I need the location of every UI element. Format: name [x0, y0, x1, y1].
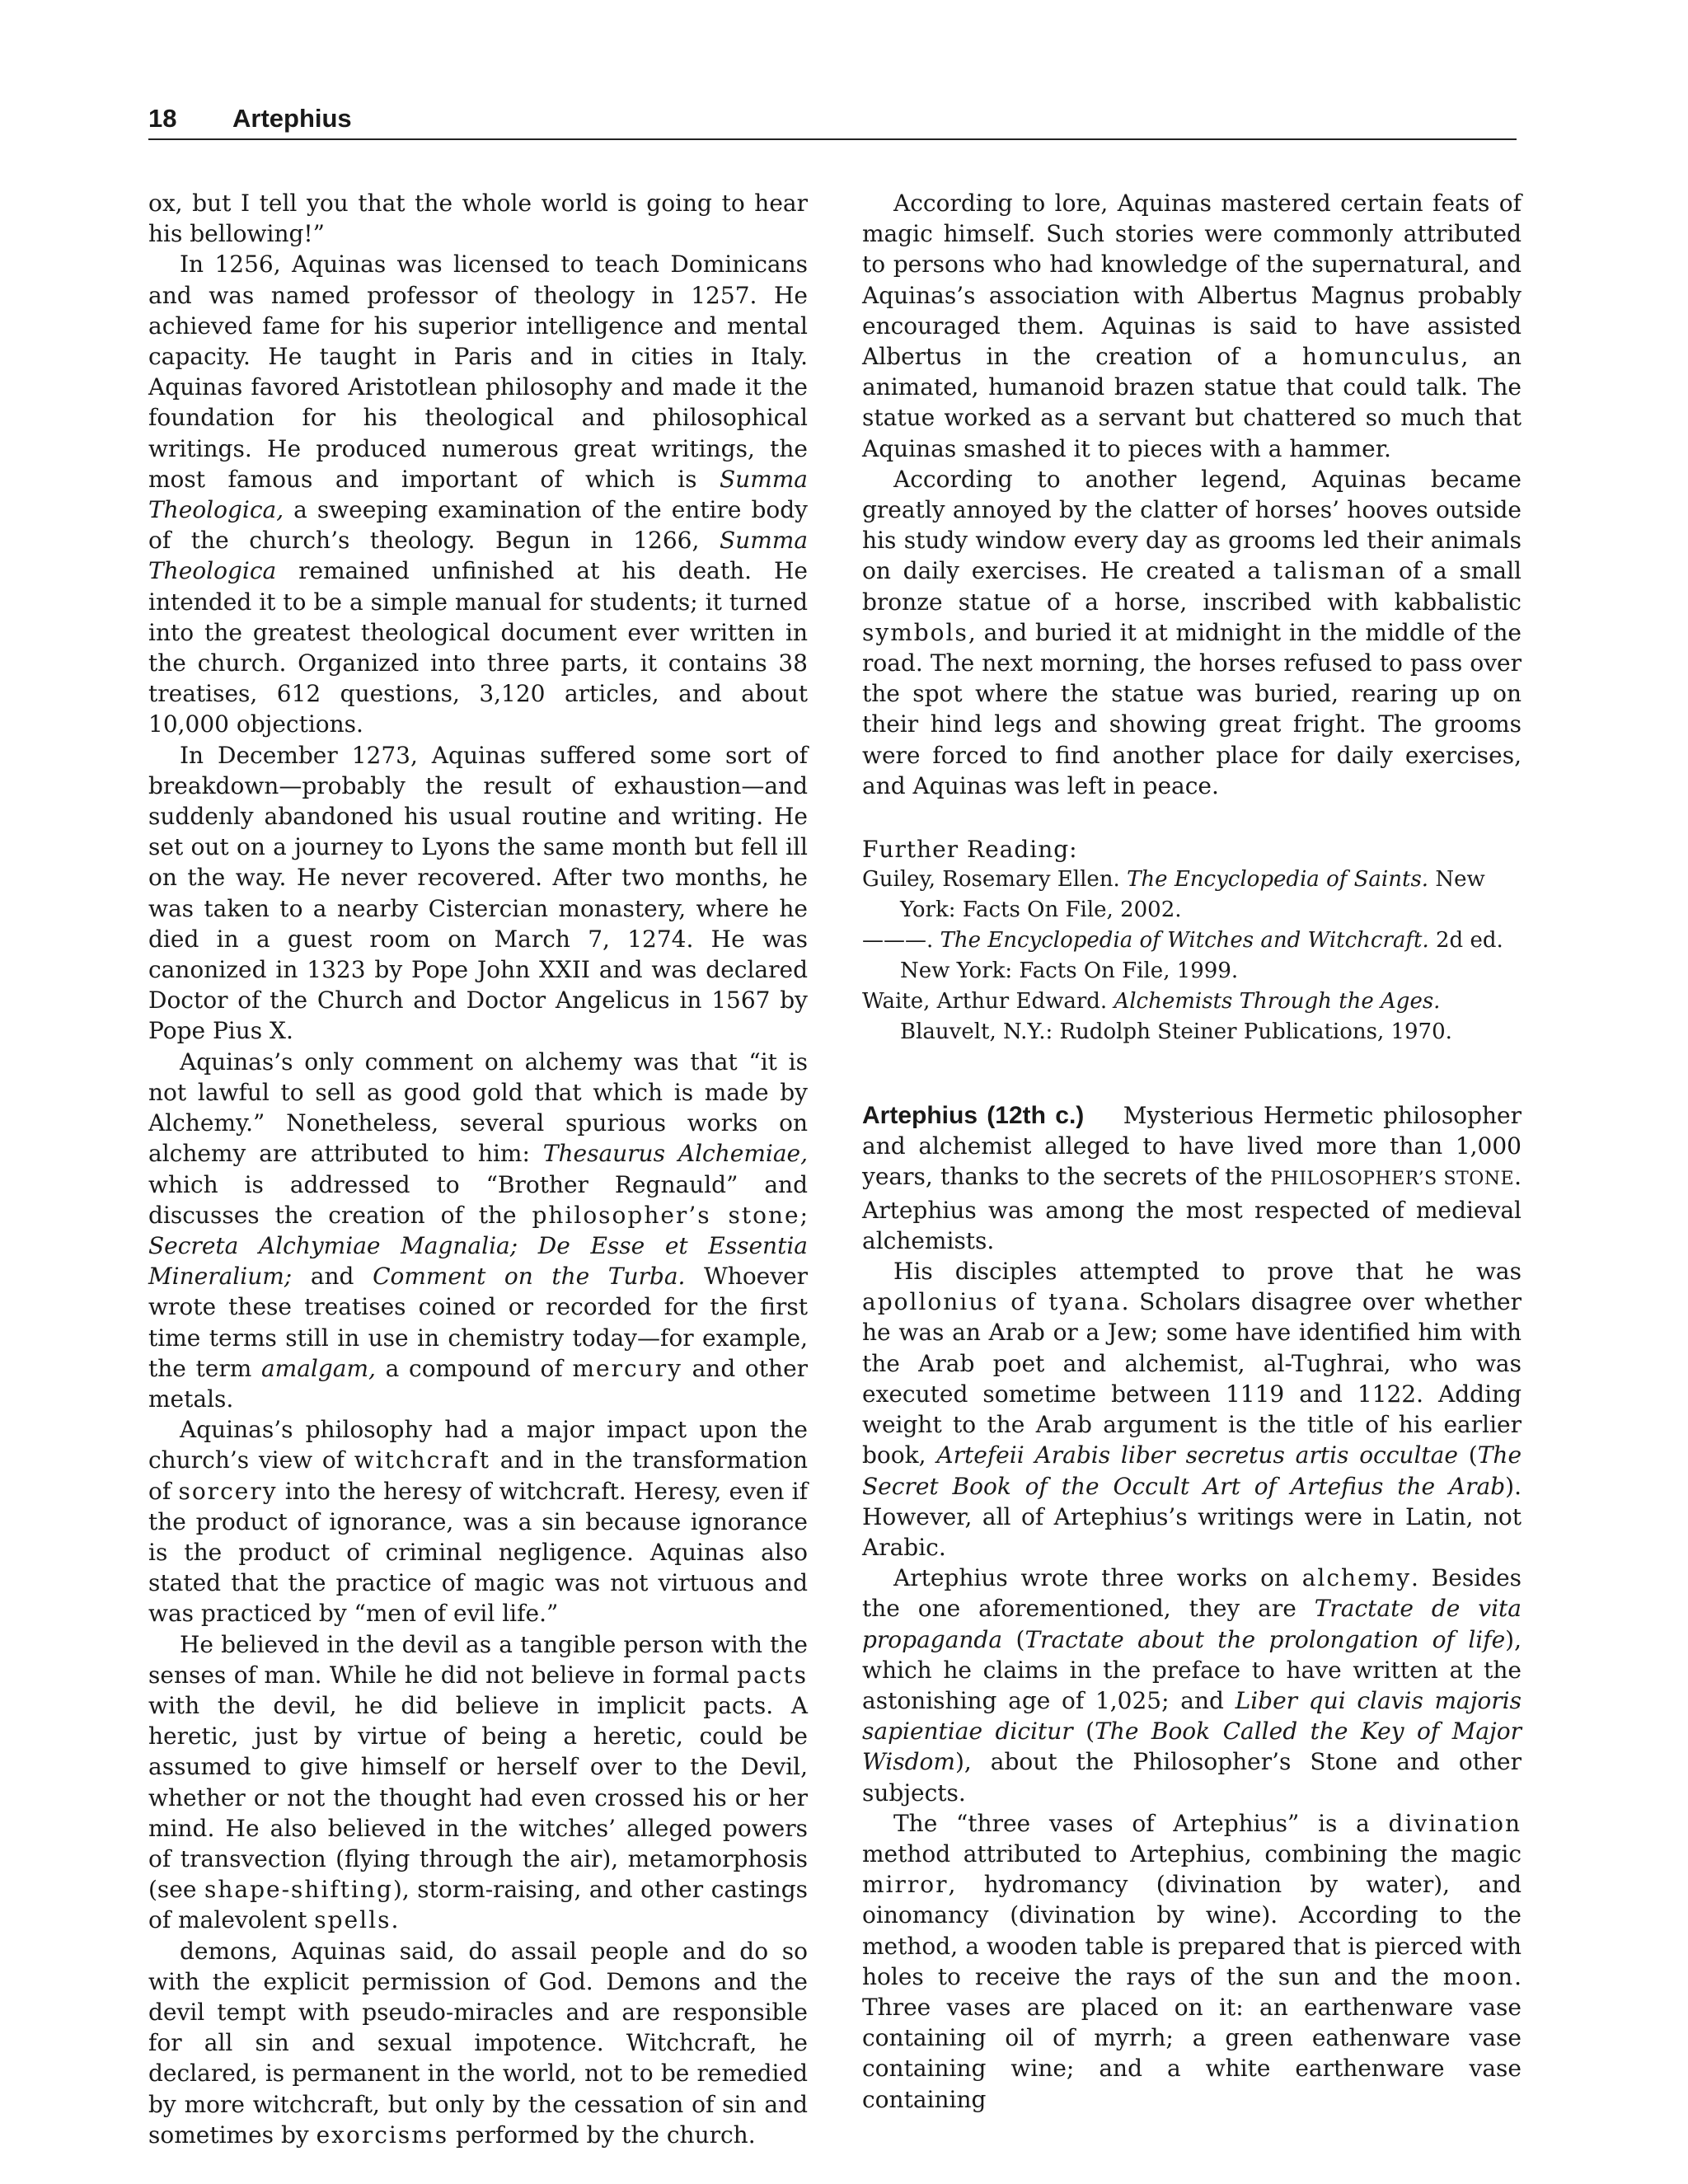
cross-reference-link[interactable]: divination — [1388, 1809, 1522, 1837]
further-reading-heading: Further Reading: — [862, 836, 1078, 864]
cross-reference-link[interactable]: philosopher’s stone — [532, 1201, 800, 1229]
cross-reference-link[interactable]: alchemy — [1301, 1564, 1412, 1592]
right-column — [862, 188, 1522, 2115]
cross-reference-link[interactable]: PHILOSOPHER’S STONE — [1270, 1169, 1515, 1190]
paragraph: The “three vases of Artephius” is a divination method attributed to Artephius, combining the magic mirror, hydromancy (divination by water), and oinomancy (divination by wine). According to the method, a wooden table is prepared that is pierced with holes to receive the rays of the sun and the moon. Three vases are placed on it: an earthenware vase containing oil of myrrh; a green eathenware vase containing wine; and a white earthenware vase containing — [862, 1809, 1522, 2113]
page-number: 18 — [148, 104, 177, 133]
cross-reference-link[interactable]: homunculus — [1301, 343, 1461, 371]
section-gap — [862, 1047, 1522, 1100]
left-column — [148, 188, 808, 2150]
reference-item: Guiley, Rosemary Ellen. The Encyclopedia of Saints. New York: Facts On File, 2002. — [862, 867, 1485, 923]
cross-reference-link[interactable]: apollonius of tyana — [862, 1288, 1122, 1316]
paragraph: Artephius wrote three works on alchemy. Besides the one aforementioned, they are Tractate de vita propaganda (Tractate about the prolongation of life), which he claims in the preface to have written at the astonishing age of 1,025; and Liber qui clavis majoris sapientiae dicitur (The Book Called the Key of Major Wisdom), about the Philosopher’s Stone and other subjects. — [862, 1564, 1522, 1807]
paragraph: demons, Aquinas said, do assail people and do so with the explicit permission of God. Demons and the devil tempt with pseudo-miracles and are responsible for all sin and sexual impotence. Witchcraft, he declared, is permanent in the world, not to be remedied by more witchcraft, but only by the cessation of sin and sometimes by exorcisms performed by the church. — [148, 1937, 808, 2149]
entry-heading: Artephius (12th c.) — [862, 1102, 1085, 1130]
paragraph: ox, but I tell you that the whole world is going to hear his bellowing!” — [148, 190, 808, 248]
paragraph: According to another legend, Aquinas became greatly annoyed by the clatter of horses’ hooves outside his study window every day as grooms led their animals on daily exercises. He created a talisman of a small bronze statue of a horse, inscribed with kabbalistic symbols, and buried it at midnight in the middle of the road. The next morning, the horses refused to pass over the spot where the statue was buried, rearing up on their hind legs and showing great fright. The grooms were forced to find another place for daily exercises, and Aquinas was left in peace. — [862, 465, 1522, 799]
page-header — [148, 99, 1517, 140]
cross-reference-link[interactable]: exorcisms — [316, 2121, 449, 2149]
cross-reference-link[interactable]: pacts — [737, 1661, 809, 1689]
entry-paragraph: Artephius (12th c.) Mysterious Hermetic philosopher and alchemist alleged to have lived more than 1,000 years, thanks to the secrets of the PHILOSOPHER’S STONE. Artephius was among the most respected of medieval alchemists. — [862, 1102, 1522, 1254]
cross-reference-link[interactable]: shape-shifting — [204, 1876, 393, 1904]
cross-reference-link[interactable]: witchcraft — [354, 1446, 491, 1474]
cross-reference-link[interactable]: demons — [180, 1937, 271, 1965]
reference-item: ———. The Encyclopedia of Witches and Witchcraft. 2d ed. New York: Facts On File, 1999. — [862, 928, 1503, 984]
cross-reference-link[interactable]: mirror — [862, 1871, 949, 1899]
cross-reference-link[interactable]: moon — [1442, 1962, 1515, 1990]
running-title: Artephius — [232, 104, 352, 133]
cross-reference-link[interactable]: mercury — [572, 1354, 682, 1382]
paragraph: According to lore, Aquinas mastered certain feats of magic himself. Such stories were commonly attributed to persons who had knowledge of the supernatural, and Aquinas’s association with Albertus Magnus probably encouraged them. Aquinas is said to have assisted Albertus in the creation of a homunculus, an animated, humanoid brazen statue that could talk. The statue worked as a servant but chattered so much that Aquinas smashed it to pieces with a hammer. — [862, 190, 1522, 462]
cross-reference-link[interactable]: sorcery — [178, 1477, 278, 1505]
paragraph: In 1256, Aquinas was licensed to teach Dominicans and was named professor of theology in 1257. He achieved fame for his superior intelligence and mental capacity. He taught in Paris and in cities in Italy. Aquinas favored Aristotlean philosophy and made it the foundation for his theological and philosophical writings. He produced numerous great writings, the most famous and important of which is Summa Theologica, a sweeping examination of the entire body of the church’s theology. Begun in 1266, Summa Theologica remained unfinished at his death. He intended it to be a simple manual for students; it turned into the greatest theological document ever written in the church. Organized into three parts, it contains 38 treatises, 612 questions, 3,120 articles, and about 10,000 objections. — [148, 251, 809, 738]
paragraph: Aquinas’s only comment on alchemy was that “it is not lawful to sell as good gold that which is made by Alchemy.” Nonetheless, several spurious works on alchemy are attributed to him: Thesaurus Alchemiae, which is addressed to “Brother Regnauld” and discusses the creation of the philosopher’s stone; Secreta Alchymiae Magnalia; De Esse et Essentia Mineralium; and Comment on the Turba. Whoever wrote these treatises coined or recorded for the first time terms still in use in chemistry today—for example, the term amalgam, a compound of mercury and other metals. — [148, 1047, 809, 1413]
paragraph: He believed in the devil as a tangible person with the senses of man. While he did not believe in formal pacts with the devil, he did believe in implicit pacts. A heretic, just by virtue of being a heretic, could be assumed to give himself or herself over to the Devil, whether or not the thought had even crossed his or her mind. He also believed in the witches’ alleged powers of transvection (flying through the air), metamorphosis (see shape-shifting), storm-raising, and other castings of malevolent spells. — [148, 1630, 809, 1934]
paragraph: His disciples attempted to prove that he was apollonius of tyana. Scholars disagree over whether he was an Arab or a Jew; some have identified him with the Arab poet and alchemist, al-Tughrai, who was executed sometime between 1119 and 1122. Adding weight to the Arab argument is the title of his earlier book, Artefeii Arabis liber secretus artis occultae (The Secret Book of the Occult Art of Artefius the Arab). However, all of Artephius’s writings were in Latin, not Arabic. — [862, 1258, 1522, 1561]
cross-reference-link[interactable]: symbols — [862, 618, 968, 646]
cross-reference-link[interactable]: talisman — [1273, 557, 1387, 585]
paragraph: Aquinas’s philosophy had a major impact upon the church’s view of witchcraft and in the transformation of sorcery into the heresy of witchcraft. Heresy, even if the product of ignorance, was a sin because ignorance is the product of criminal negligence. Aquinas also stated that the practice of magic was not virtuous and was practiced by “men of evil life.” — [148, 1416, 809, 1628]
reference-item: Waite, Arthur Edward. Alchemists Through the Ages. Blauvelt, N.Y.: Rudolph Steiner Publications, 1970. — [862, 989, 1452, 1045]
cross-reference-link[interactable]: spells — [314, 1906, 392, 1934]
paragraph: In December 1273, Aquinas suffered some sort of breakdown—probably the result of exhaustion—and suddenly abandoned his usual routine and writing. He set out on a journey to Lyons the same month but fell ill on the way. He never recovered. After two months, he was taken to a nearby Cistercian monastery, where he died in a guest room on March 7, 1274. He was canonized in 1323 by Pope John XXII and was declared Doctor of the Church and Doctor Angelicus in 1567 by Pope Pius X. — [148, 741, 808, 1045]
